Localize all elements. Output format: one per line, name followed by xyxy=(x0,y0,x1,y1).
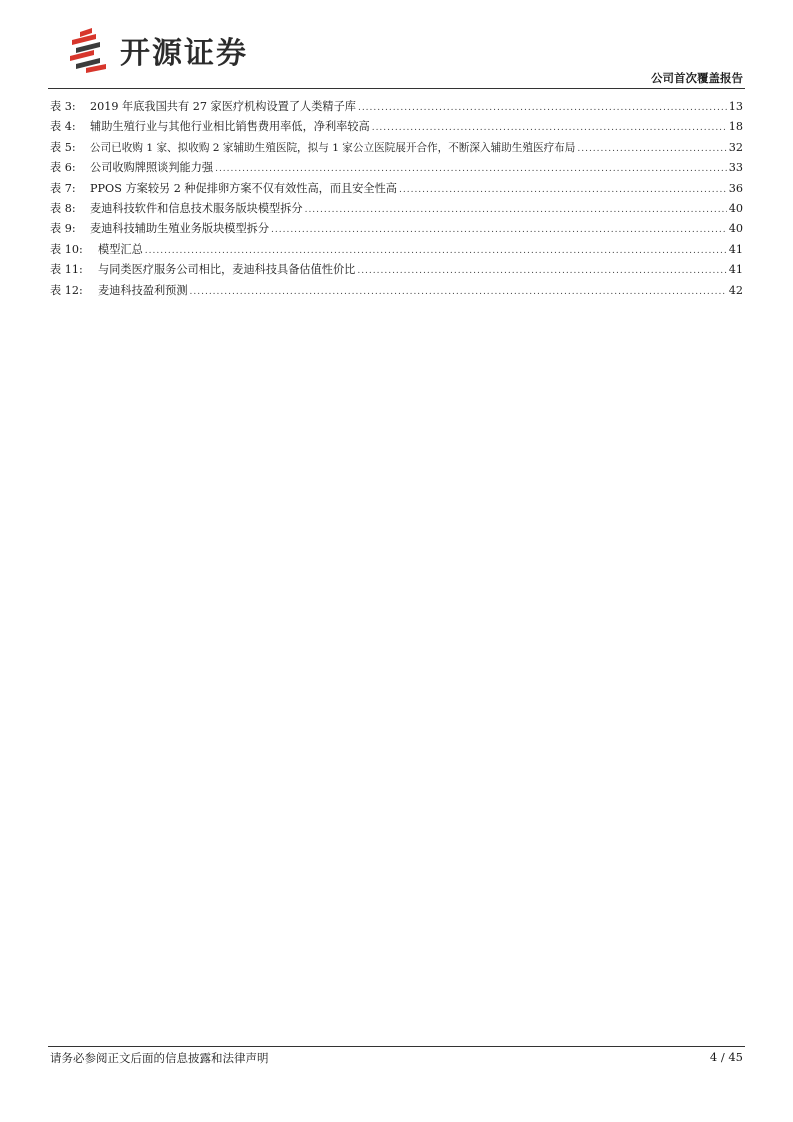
toc-entry[interactable] xyxy=(50,179,743,199)
toc-entry[interactable] xyxy=(50,240,743,260)
toc-entry-page[interactable]: 40 xyxy=(728,222,743,236)
toc-leader-dots xyxy=(305,200,727,220)
toc-entry-title[interactable]: 辅助生殖行业与其他行业相比销售费用率低，净利率较高 xyxy=(90,120,370,134)
footer-divider xyxy=(48,1046,745,1047)
toc-entry-label: 表 11: xyxy=(50,263,83,277)
toc-entry-title[interactable]: 公司已收购 1 家、拟收购 2 家辅助生殖医院，拟与 1 家公立医院展开合作，不断深入辅助生殖医疗布局 xyxy=(90,141,576,154)
toc-entry-page[interactable]: 32 xyxy=(728,140,743,154)
kaiyuan-logo-icon xyxy=(66,26,114,74)
report-type-label: 公司首次覆盖报告 xyxy=(651,71,743,85)
page-number: 4 / 45 xyxy=(709,1050,743,1064)
footer-disclaimer: 请务必参阅正文后面的信息披露和法律声明 xyxy=(50,1051,269,1065)
toc-entry-page[interactable]: 36 xyxy=(728,181,743,195)
toc-entry-label: 表 4: xyxy=(50,120,76,134)
toc-entry-label: 表 12: xyxy=(50,283,83,297)
company-logo xyxy=(66,26,248,74)
toc-leader-dots xyxy=(358,98,727,118)
toc-leader-dots xyxy=(577,139,726,159)
toc-entry-label: 表 3: xyxy=(50,100,76,113)
toc-entry-title[interactable]: 2019 年底我国共有 27 家医疗机构设置了人类精子库 xyxy=(90,100,356,113)
toc-entry-title[interactable]: 麦迪科技辅助生殖业务版块模型拆分 xyxy=(90,222,270,236)
toc-leader-dots xyxy=(372,118,727,138)
toc-leader-dots xyxy=(399,180,727,200)
toc-leader-dots xyxy=(190,282,727,302)
toc-entry-page[interactable]: 41 xyxy=(728,263,743,277)
header-divider xyxy=(48,88,745,89)
toc-entry-page[interactable]: 13 xyxy=(728,100,743,113)
toc-entry[interactable] xyxy=(50,199,743,219)
toc-entry[interactable] xyxy=(50,138,743,158)
table-of-tables xyxy=(50,97,743,301)
toc-entry-title[interactable]: 麦迪科技软件和信息技术服务版块模型拆分 xyxy=(90,201,303,215)
toc-entry-page[interactable]: 18 xyxy=(728,120,743,134)
toc-entry[interactable] xyxy=(50,219,743,239)
logo-text: 开源证券 xyxy=(120,36,248,71)
toc-entry-page[interactable]: 40 xyxy=(728,201,743,215)
toc-entry[interactable] xyxy=(50,97,743,117)
toc-entry[interactable] xyxy=(50,117,743,137)
toc-entry-label: 表 7: xyxy=(50,181,76,195)
toc-entry[interactable] xyxy=(50,158,743,178)
toc-entry-page[interactable]: 33 xyxy=(728,161,743,175)
toc-entry-title[interactable]: 公司收购牌照谈判能力强 xyxy=(90,161,214,175)
toc-entry-label: 表 6: xyxy=(50,161,76,175)
toc-entry-page[interactable]: 41 xyxy=(728,242,743,256)
toc-leader-dots xyxy=(145,241,727,261)
toc-leader-dots xyxy=(357,261,726,281)
toc-entry-label: 表 10: xyxy=(50,242,83,256)
toc-entry-title[interactable]: 与同类医疗服务公司相比，麦迪科技具备估值性价比 xyxy=(98,263,356,277)
toc-entry[interactable] xyxy=(50,260,743,280)
toc-entry-label: 表 8: xyxy=(50,201,76,215)
toc-entry-label: 表 9: xyxy=(50,222,76,236)
toc-entry[interactable] xyxy=(50,281,743,301)
toc-leader-dots xyxy=(271,220,727,240)
toc-entry-page[interactable]: 42 xyxy=(728,283,743,297)
toc-entry-title[interactable]: 模型汇总 xyxy=(98,242,143,256)
toc-entry-title[interactable]: PPOS 方案较另 2 种促排卵方案不仅有效性高，而且安全性高 xyxy=(90,181,397,195)
toc-entry-label: 表 5: xyxy=(50,140,76,154)
toc-entry-title[interactable]: 麦迪科技盈利预测 xyxy=(98,283,188,297)
toc-leader-dots xyxy=(215,159,727,179)
